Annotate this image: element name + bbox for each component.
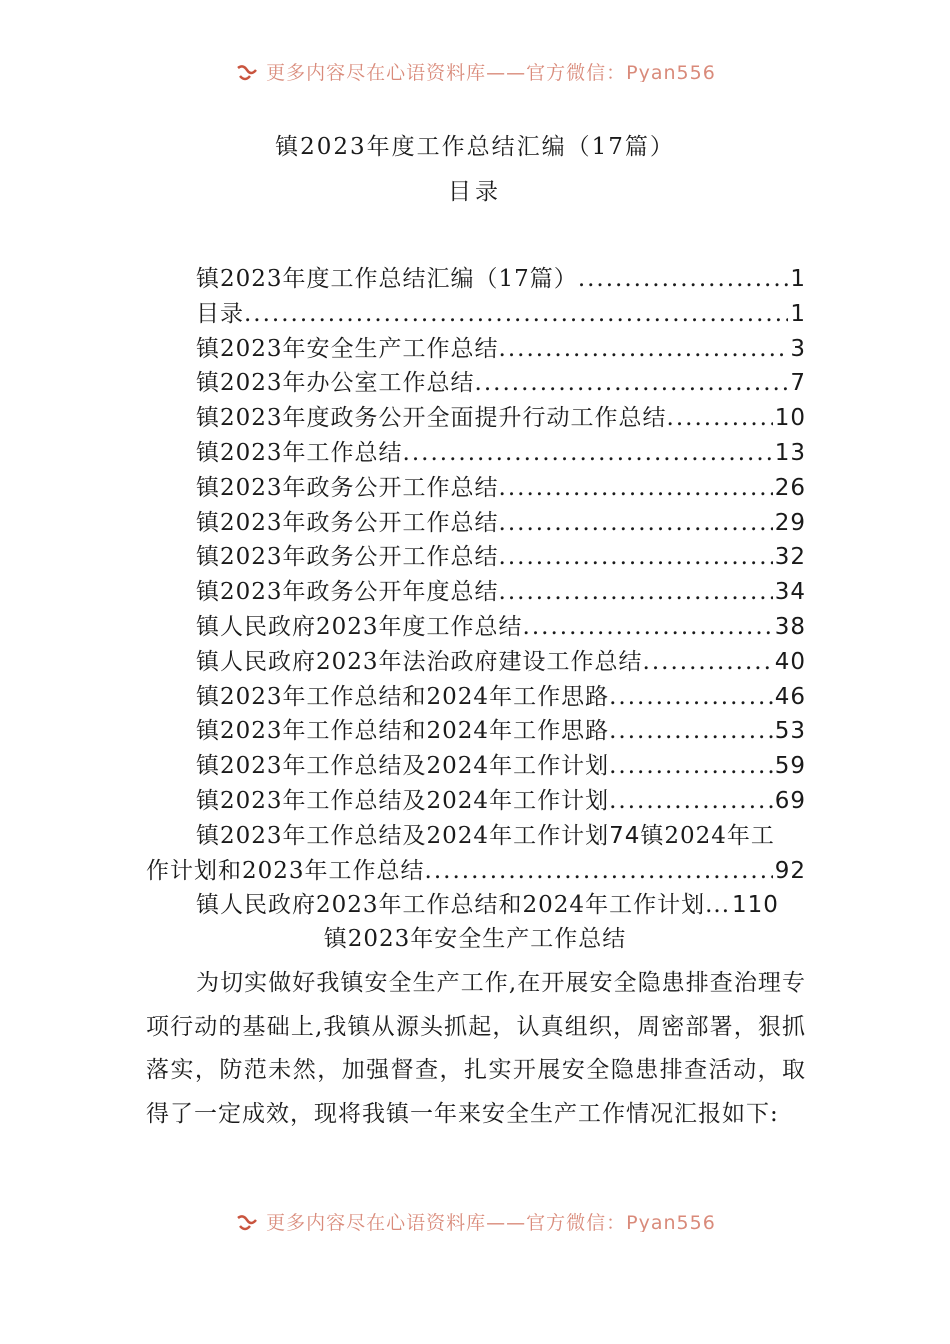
toc-entry-title: 镇2023年工作总结和2024年工作思路 <box>196 718 610 745</box>
toc-entry-dots: ... <box>705 892 731 919</box>
toc-entry-title: 镇2023年工作总结 <box>196 439 403 466</box>
toc-entry-page: 38 <box>774 613 806 640</box>
toc-entry-title: 镇2023年政务公开年度总结 <box>196 579 499 606</box>
table-of-contents <box>146 262 806 923</box>
toc-entry-title: 镇2023年政务公开工作总结 <box>196 509 499 536</box>
toc-entry[interactable] <box>146 714 806 749</box>
toc-entry[interactable] <box>146 540 806 575</box>
toc-heading: 目录 <box>448 179 502 205</box>
toc-entry-title: 镇人民政府2023年工作总结和2024年工作计划 <box>196 892 706 919</box>
toc-entry-page: 26 <box>774 474 806 501</box>
toc-entry[interactable] <box>146 471 806 506</box>
toc-entry[interactable] <box>146 366 806 401</box>
toc-entry[interactable] <box>146 749 806 784</box>
toc-entry[interactable] <box>146 332 806 367</box>
watermark-footer <box>0 1208 950 1232</box>
toc-entry-page: 40 <box>774 648 806 675</box>
toc-entry[interactable] <box>146 610 806 645</box>
toc-entry-page: 1 <box>790 300 806 327</box>
toc-entry-page: 7 <box>790 370 806 397</box>
toc-entry-page: 34 <box>774 579 806 606</box>
toc-entry-page: 74 <box>609 822 641 849</box>
toc-entry-page: 10 <box>774 405 806 432</box>
toc-entry[interactable] <box>146 784 806 819</box>
watermark-header <box>0 58 950 82</box>
toc-entry-title: 镇2023年政务公开工作总结 <box>196 544 499 571</box>
toc-entry-page: 110 <box>732 892 779 919</box>
toc-entry-page: 32 <box>774 544 806 571</box>
toc-entry-page: 59 <box>774 753 806 780</box>
toc-entry-title: 镇2023年度政务公开全面提升行动工作总结 <box>196 405 667 432</box>
toc-entry-title: 镇2023年工作总结及2024年工作计划 <box>196 753 610 780</box>
toc-entry-title: 镇人民政府2023年度工作总结 <box>196 613 523 640</box>
toc-entry-title: 目录 <box>196 300 244 327</box>
toc-entry-title: 镇2023年安全生产工作总结 <box>196 335 499 362</box>
toc-entry-title: 镇2024年工 <box>640 822 775 849</box>
toc-entry[interactable] <box>146 436 806 471</box>
toc-entry-title: 作计划和2023年工作总结 <box>146 857 425 884</box>
toc-entry-page: 46 <box>774 683 806 710</box>
toc-entry-title: 镇2023年工作总结及2024年工作计划 <box>196 787 610 814</box>
toc-entry[interactable] <box>146 575 806 610</box>
toc-entry-page: 3 <box>790 335 806 362</box>
brand-logo-icon <box>234 64 260 83</box>
brand-logo-icon <box>234 1214 260 1233</box>
watermark-text: 更多内容尽在心语资料库——官方微信：Pyan556 <box>266 62 716 82</box>
document-title: 镇2023年度工作总结汇编（17篇） <box>275 134 675 160</box>
toc-entry-page: 92 <box>774 857 806 884</box>
toc-entry-page: 29 <box>774 509 806 536</box>
toc-entry-page: 69 <box>774 787 806 814</box>
body-text <box>146 962 806 1136</box>
toc-entry-page: 1 <box>790 266 806 292</box>
toc-entry[interactable] <box>146 506 806 541</box>
toc-entry[interactable] <box>146 401 806 436</box>
toc-entry-title: 镇人民政府2023年法治政府建设工作总结 <box>196 648 643 675</box>
section-title: 镇2023年安全生产工作总结 <box>323 926 627 952</box>
toc-entry-title: 镇2023年工作总结及2024年工作计划 <box>196 822 610 849</box>
watermark-text: 更多内容尽在心语资料库——官方微信：Pyan556 <box>266 1212 716 1232</box>
toc-entry-page: 53 <box>774 718 806 745</box>
toc-entry[interactable] <box>146 888 806 923</box>
toc-entry-title: 镇2023年工作总结和2024年工作思路 <box>196 683 610 710</box>
toc-entry[interactable] <box>146 680 806 715</box>
toc-entry[interactable] <box>146 297 806 332</box>
body-paragraph: 为切实做好我镇安全生产工作,在开展安全隐患排查治理专项行动的基础上,我镇从源头抓起，认真组织，周密部署，狠抓落实，防范未然，加强督查，扎实开展安全隐患排查活动，取得了一定成效，现将我镇一年来安全生产工作情况汇报如下: <box>146 970 806 1127</box>
toc-entry[interactable] <box>146 262 806 297</box>
toc-entry-title: 镇2023年度工作总结汇编（17篇） <box>196 266 578 292</box>
toc-entry[interactable] <box>146 645 806 680</box>
toc-entry[interactable] <box>146 854 806 889</box>
toc-entry-merged-line[interactable] <box>146 819 806 854</box>
toc-entry-title: 镇2023年办公室工作总结 <box>196 370 475 397</box>
toc-entry-page: 13 <box>774 439 806 466</box>
toc-entry-title: 镇2023年政务公开工作总结 <box>196 474 499 501</box>
